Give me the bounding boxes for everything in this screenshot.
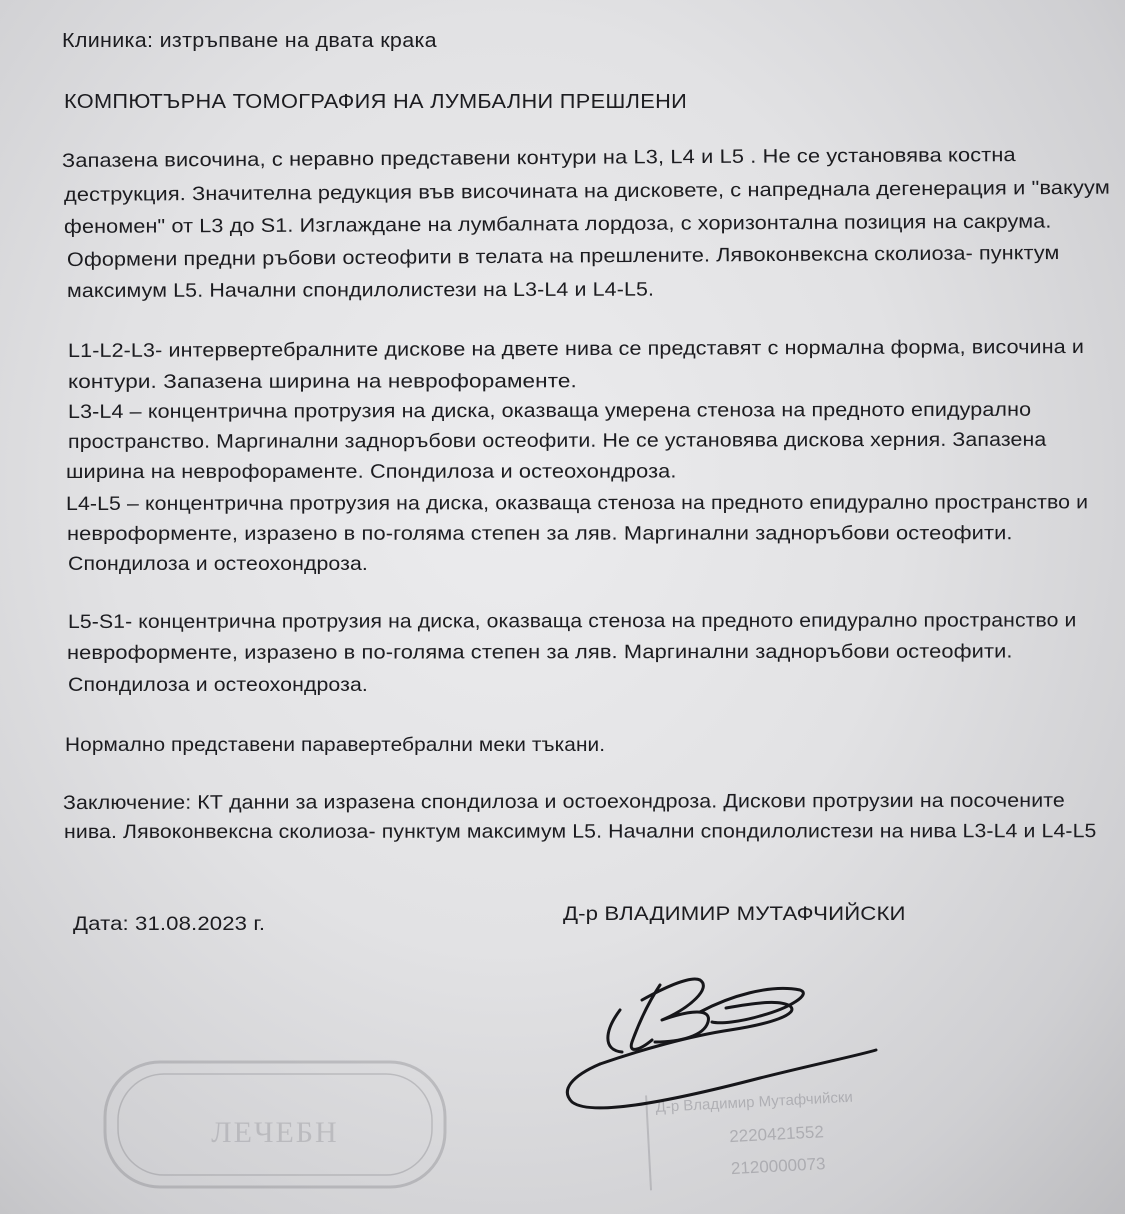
conclusion-line: нива. Лявоконвексна сколиоза- пунктум максимум L5. Начални спондилолистези на нива L3-L4 и L4-L5	[63, 820, 1097, 843]
findings-line: Оформени предни ръбови остеофити в телата на прешлените. Лявоконвексна сколиоза- пунктум	[66, 241, 1060, 271]
date-field: Дата: 31.08.2023 г.	[73, 913, 266, 935]
l5s1-line: невроформенте, изразено в по-голяма степен за ляв. Маргинални задноръбови остеофити.	[66, 640, 1013, 664]
level-line: L3-L4 – концентрична протрузия на диска, оказваща умерена стеноза на предното епидурално	[67, 398, 1032, 423]
findings-line: феномен" от L3 до S1. Изглаждане на лумбалната лордоза, с хоризонтална позиция на сакрума.	[63, 210, 1052, 238]
level-line: L4-L5 – концентрична протрузия на диска, оказваща стеноза на предното епидурално пространство и	[65, 491, 1089, 515]
stamp-left-text: ЛЕЧЕБН	[211, 1116, 339, 1149]
stamp-line: 2220421552	[728, 1122, 825, 1147]
findings-line: максимум L5. Начални спондилолистези на L3-L4 и L4-L5.	[66, 278, 655, 302]
level-line: контури. Запазена ширина на неврофораменте.	[67, 370, 577, 393]
level-line: Спондилоза и остеохондроза.	[68, 553, 368, 575]
l5s1-line: Спондилоза и остеохондроза.	[68, 674, 368, 696]
level-line: ширина на неврофораменте. Спондилоза и остеохондроза.	[65, 460, 677, 483]
level-line: пространство. Маргинални задноръбови остеофити. Не се установява дискова херния. Запазена	[67, 428, 1047, 453]
findings-line: деструкция. Значителна редукция във височината на дисковете, с напреднала дегенерация и "вакуум	[63, 176, 1110, 206]
conclusion-line: Заключение: КТ данни за изразена спондилоза и остоехондроза. Дискови протрузии на посочените	[62, 789, 1065, 814]
clinic-line: Клиника: изтръпване на двата крака	[62, 30, 437, 52]
stamp-line: 2120000073	[730, 1154, 826, 1179]
l5s1-line: L5-S1- концентрична протрузия на диска, оказваща стеноза на предното епидурално пространство и	[67, 609, 1077, 633]
stamp-line: Д-р Владимир Мутафчийски	[655, 1088, 854, 1116]
findings-line: Запазена височина, с неравно представени контури на L3, L4 и L5 . Не се установява костна	[61, 144, 1016, 172]
soft-tissue-line: Нормално представени паравертебрални меки тъкани.	[65, 734, 606, 756]
document-title: КОМПЮТЪРНА ТОМОГРАФИЯ НА ЛУМБАЛНИ ПРЕШЛЕНИ	[64, 91, 688, 113]
doctor-name: Д-р ВЛАДИМИР МУТАФЧИЙСКИ	[563, 903, 906, 925]
level-line: невроформенте, изразено в по-голяма степен за ляв. Маргинални задноръбови остеофити.	[66, 522, 1013, 545]
level-line: L1-L2-L3- интервертебралните дискове на двете нива се представят с нормална форма, височина и	[67, 335, 1085, 362]
